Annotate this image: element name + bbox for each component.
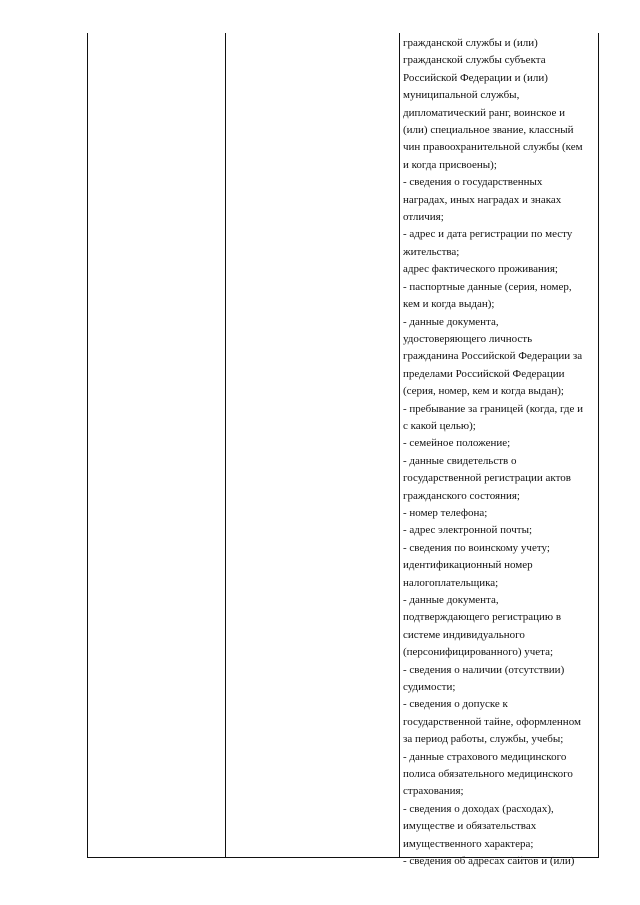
cell-text-line: системе индивидуального [403,628,525,641]
cell-text-line: - данные свидетельств о [403,454,517,467]
cell-text-line: Российской Федерации и (или) [403,71,548,84]
cell-text-line: - адрес электронной почты; [403,524,533,537]
cell-text-line: (персонифицированного) учета; [403,646,554,659]
cell-text-line: - пребывание за границей (когда, где и [403,402,584,415]
cell-text-line: (или) специальное звание, классный [403,124,574,137]
cell-text-line: - данные документа, [403,594,499,606]
cell-text-line: пределами Российской Федерации [403,367,565,380]
cell-text-line: удостоверяющего личность [403,332,533,345]
cell-text-line: - сведения о государственных [403,176,543,189]
cell-text-line: имуществе и обязательствах [403,820,537,833]
cell-text-line: идентификационный номер [403,559,533,572]
cell-text-line: с какой целью); [403,419,476,432]
cell-text-line: - паспортные данные (серия, номер, [403,280,572,293]
cell-text-line: имущественного характера; [403,837,534,850]
cell-text-line: страхования; [403,785,464,798]
cell-text-line: кем и когда выдан); [403,298,495,311]
cell-text-line: адрес фактического проживания; [403,263,558,276]
cell-text-line: за период работы, службы, учебы; [403,733,564,746]
cell-text-line: судимости; [403,681,456,694]
cell-text-line: - номер телефона; [403,506,488,519]
cell-text-line: - сведения об адресах сайтов и (или) [403,855,575,868]
cell-text-line: отличия; [403,211,444,224]
cell-text-line: дипломатический ранг, воинское и [403,106,566,119]
cell-text-line: жительства; [403,245,460,258]
cell-text-line: - семейное положение; [403,437,511,450]
cell-text-line: - данные документа, [403,315,499,328]
cell-text-line: государственной тайне, оформленном [403,715,581,728]
cell-text-line: подтверждающего регистрацию в [403,611,562,624]
cell-text-line: гражданского состояния; [403,489,520,502]
cell-text-line: гражданской службы и (или) [403,37,538,49]
cell-text-line: чин правоохранительной службы (кем [403,141,583,154]
cell-text-line: гражданина Российской Федерации за [403,350,583,363]
column-divider-1 [225,33,226,857]
cell-text-line: государственной регистрации актов [403,472,571,485]
table-cell-data-list [403,35,595,871]
cell-text-line: - данные страхового медицинского [403,750,567,763]
cell-text-line: гражданской службы субъекта [403,54,546,67]
cell-text-line: и когда присвоены); [403,158,497,171]
cell-text-line: (серия, номер, кем и когда выдан); [403,385,564,398]
column-divider-2 [399,33,400,857]
cell-text-line: муниципальной службы, [403,89,520,102]
cell-text-line: наградах, иных наградах и знаках [403,193,562,206]
cell-text-line: - сведения о допуске к [403,698,508,711]
cell-text-line: полиса обязательного медицинского [403,768,573,781]
cell-text-line: налогоплательщика; [403,576,499,589]
cell-text-line: - адрес и дата регистрации по месту [403,228,573,241]
cell-text-line: - сведения по воинскому учету; [403,541,550,554]
cell-text-line: - сведения о наличии (отсутствии) [403,663,565,676]
table [87,33,599,868]
cell-text-line: - сведения о доходах (расходах), [403,802,554,815]
